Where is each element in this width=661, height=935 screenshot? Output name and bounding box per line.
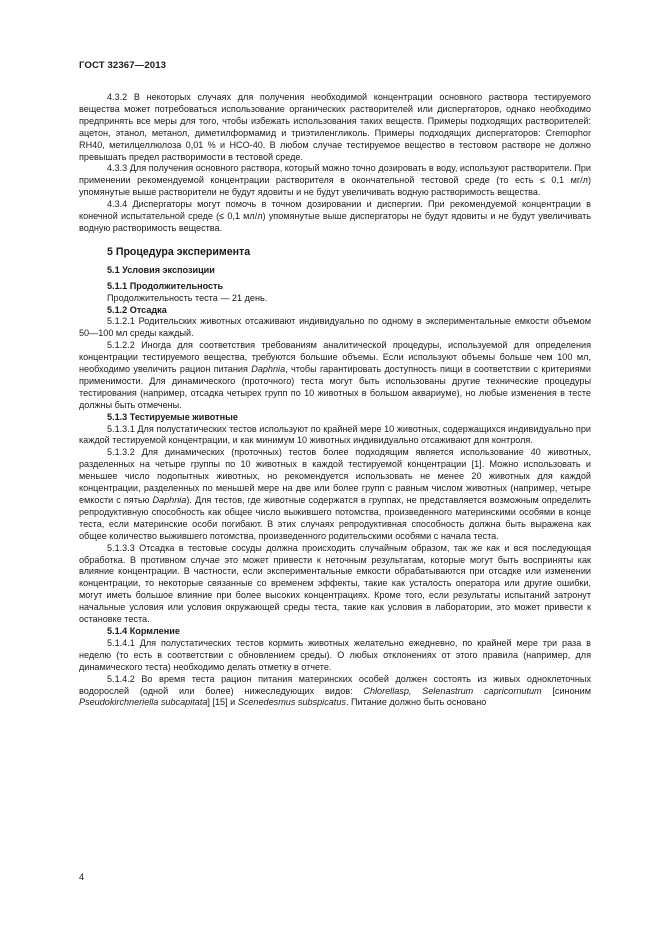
paragraph-5-1-4-1: 5.1.4.1 Для полустатических тестов кормить животных желательно ежедневно, по крайней мере три раза в неделю (то есть в соответствии с обновлением среды). О любых отклонениях от этого правила (например, для динамического теста) необходимо делать отметку в отчете.: [79, 637, 591, 672]
paragraph-5-1-1: Продолжительность теста — 21 день.: [107, 292, 268, 303]
paragraph-4-3-3: 4.3.3 Для получения основного раствора, который можно точно дозировать в воду, используют растворители. При применении рекомендуемой концентрации растворителя в окончательной тестовой среде (то есть ≤ 0,1 мг/л) упомянутые выше растворители не будут ядовиты и не будут увеличивать водную растворимость вещества.: [79, 163, 591, 198]
text-run: 5.1.4.2 Во время теста рацион питания материнских особей должен состоять из живых одноклеточных водорослей (одной или более) нижеследующих видов:: [79, 673, 591, 696]
standard-header: ГОСТ 32367—2013: [79, 60, 167, 71]
paragraph-5-1-2-2: [79, 340, 591, 411]
species-name: Daphnia: [251, 364, 286, 375]
subsection-heading-5-1-3: 5.1.3 Тестируемые животные: [107, 411, 238, 422]
species-name: Chlorellasp, Selenastrum capricornutum: [363, 685, 542, 696]
species-name: Scenedesmus subspicatus: [237, 697, 346, 708]
subsection-heading-5-1: 5.1 Условия экспозиции: [107, 264, 215, 275]
paragraph-5-1-3-1: 5.1.3.1 Для полустатических тестов используют по крайней мере 10 животных, содержащихся индивидуально при каждой тестируемой концентрации, и как минимум 10 животных индивидуально отсаживают для контроля.: [79, 423, 591, 446]
species-name: Daphnia: [152, 495, 187, 505]
paragraph-4-3-4: 4.3.4 Диспергаторы могут помочь в точном дозировании и диспергии. При рекомендуемой концентрации в конечной испытательной среде (≤ 0,1 мл/л) упомянутые выше диспергаторы не будут ядовиты и не будут увеличивать водную растворимость вещества.: [79, 199, 591, 233]
text-run: , чтобы гарантировать доступность пищи в соответствии с критериями применимости. Для динамического (проточного) теста могут быть использованы другие технические процедуры тестирования (например, отсадка четырех групп по 10 животных в большом аквариуме), но любые изменения в тесте должны быть отмечены.: [79, 364, 592, 410]
text-run: 5.1.2.2 Иногда для соответствия требованиям аналитической процедуры, используемой для определения концентрации тестируемого вещества, требуются большие объемы. Если используют объемы больше чем 100 мл, необходимо увеличить рацион питания: [79, 340, 591, 375]
paragraph-5-1-4-2: [79, 674, 591, 710]
subsection-heading-5-1-1: 5.1.1 Продолжительность: [107, 280, 224, 291]
text-run: ). Для тестов, где животные содержатся в группах, не представляется возможным определить репродуктивную способность как общее число выжившего потомства, произведенного материнскими особями в конце теста, если материнские особи погибают. В этих случаях репродуктивная способность должна быть выражена как общее количество выжившего потомства, произведенного родительскими особями с начала теста.: [79, 495, 591, 541]
paragraph-5-1-3-2: [79, 447, 591, 542]
paragraph-4-3-2: 4.3.2 В некоторых случаях для получения необходимой концентрации основного раствора тестируемого вещества может потребоваться использование органических растворителей или диспергаторов, однако необходимо предпринять все меры для того, чтобы избежать использования таких веществ. Примеры подходящих растворителей: ацетон, этанол, метанол, диметилформамид и триэтиленгликоль. Примеры подходящих диспергаторов: Cremophor RH40, метилцеллюлоза 0,01 % и HCO-40. В любом случае тестируемое вещество в тестовом растворе не должно превышать предел растворимости в тестовой среде.: [79, 92, 591, 162]
text-run: 5.1.3.2 Для динамических (проточных) тестов более подходящим является использование 40 животных, разделенных на четыре группы по 10 животных в каждой тестируемой концентрации [1]. Можно использовать и меньшее число подопытных животных, но рекомендуется использовать не менее 20 животных для каждой концентрации, разделенных по меньшей мере на две или более групп с равным числом животных (например, четыре емкости с пятью: [79, 447, 591, 505]
paragraph-5-1-2-1: 5.1.2.1 Родительских животных отсаживают индивидуально по одному в экспериментальные емкости объемом 50—100 мл среды каждый.: [79, 316, 591, 339]
paragraph-5-1-3-3: 5.1.3.3 Отсадка в тестовые сосуды должна происходить случайным образом, так же как и вся последующая обработка. В противном случае это может привести к неточным результатам, которые могут быть восприняты как влияние концентрации. В частности, если экспериментальные емкости обрабатываются при отсадке или изменении концентрации, то некоторые связанные со временем эффекты, такие как усталость оператора или другие ошибки, могут иметь большое влияние при более высоких концентрациях. Кроме того, если результаты испытаний затронут начальные условия или условия окружающей среды теста, такие как условия в лаборатории, это может привести к остановке теста.: [79, 542, 591, 625]
species-name: Pseudokirchneriella subcapitata: [79, 697, 208, 708]
text-run: [синоним: [541, 685, 591, 696]
document-body: [79, 92, 591, 709]
section-heading-5: 5 Процедура эксперимента: [107, 245, 251, 258]
subsection-heading-5-1-2: 5.1.2 Отсадка: [107, 304, 167, 315]
subsection-heading-5-1-4: 5.1.4 Кормление: [107, 625, 180, 636]
text-run: . Питание должно быть основано: [345, 697, 487, 708]
text-run: ] [15] и: [207, 697, 238, 708]
page-number: 4: [79, 872, 85, 882]
